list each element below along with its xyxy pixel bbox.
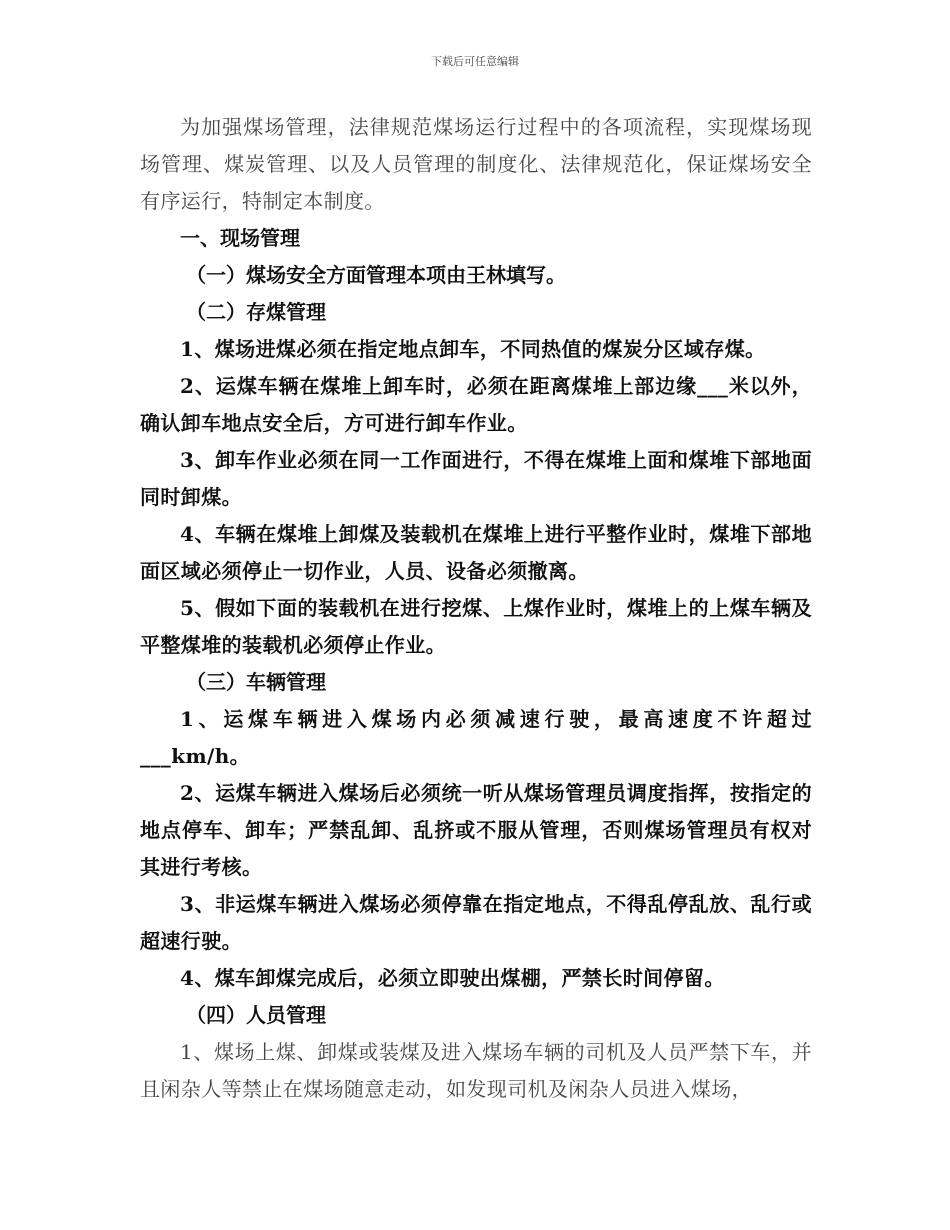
storage-item-4: 4、车辆在煤堆上卸煤及装载机在煤堆上进行平整作业时，煤堆下部地面区域必须停止一切作业，人员、设备必须撤离。 <box>140 522 812 583</box>
storage-item-1: 1、煤场进煤必须在指定地点卸车，不同热值的煤炭分区域存煤。 <box>180 337 766 361</box>
subsection-heading-safety: （一）煤场安全方面管理本项由王林填写。 <box>186 263 566 287</box>
vehicle-item-4: 4、煤车卸煤完成后，必须立即驶出煤棚，严禁长时间停留。 <box>180 966 725 990</box>
subsection-heading-storage: （二）存煤管理 <box>186 300 326 324</box>
storage-item-3: 3、卸车作业必须在同一工作面进行，不得在煤堆上面和煤堆下部地面同时卸煤。 <box>140 448 812 509</box>
document-body <box>140 109 812 1108</box>
section-heading-site-management: 一、现场管理 <box>180 226 300 250</box>
subsection-heading-vehicles: （三）车辆管理 <box>186 670 326 694</box>
vehicle-item-2: 2、运煤车辆进入煤场后必须统一听从煤场管理员调度指挥，按指定的地点停车、卸车；严禁乱卸、乱挤或不服从管理，否则煤场管理员有权对其进行考核。 <box>140 781 812 879</box>
personnel-item-1: 1、煤场上煤、卸煤或装煤及进入煤场车辆的司机及人员严禁下车，并且闲杂人等禁止在煤场随意走动，如发现司机及闲杂人员进入煤场， <box>140 1040 812 1101</box>
storage-item-5: 5、假如下面的装载机在进行挖煤、上煤作业时，煤堆上的上煤车辆及平整煤堆的装载机必须停止作业。 <box>140 596 812 657</box>
subsection-heading-personnel: （四）人员管理 <box>186 1003 326 1027</box>
vehicle-item-3: 3、非运煤车辆进入煤场必须停靠在指定地点，不得乱停乱放、乱行或超速行驶。 <box>140 892 812 953</box>
storage-item-2: 2、运煤车辆在煤堆上卸车时，必须在距离煤堆上部边缘___米以外，确认卸车地点安全后，方可进行卸车作业。 <box>140 374 812 435</box>
vehicle-item-1: 1、运煤车辆进入煤场内必须减速行驶，最高速度不许超过___km/h。 <box>140 707 812 768</box>
intro-paragraph: 为加强煤场管理，法律规范煤场运行过程中的各项流程，实现煤场现场管理、煤炭管理、以及人员管理的制度化、法律规范化，保证煤场安全有序运行，特制定本制度。 <box>140 115 812 213</box>
page-header: 下载后可任意编辑 <box>431 55 519 68</box>
